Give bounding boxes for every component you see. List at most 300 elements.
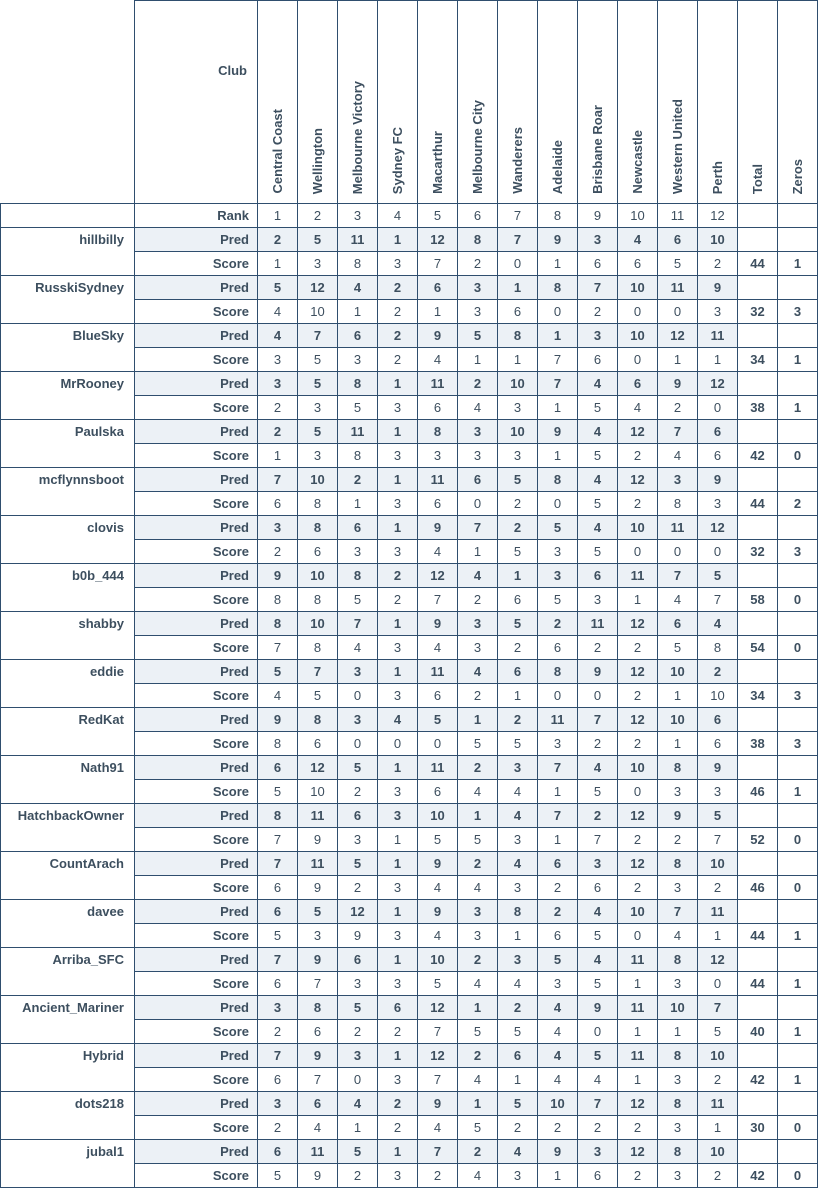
pred-cell: 8 bbox=[298, 516, 338, 540]
score-cell: 0 bbox=[698, 396, 738, 420]
score-cell: 0 bbox=[698, 540, 738, 564]
column-header-label: Brisbane Roar bbox=[590, 105, 605, 194]
pred-cell: 1 bbox=[378, 516, 418, 540]
pred-cell: 8 bbox=[258, 804, 298, 828]
score-cell: 5 bbox=[498, 732, 538, 756]
blank-cell bbox=[738, 204, 778, 228]
pred-cell: 12 bbox=[618, 852, 658, 876]
score-cell: 6 bbox=[618, 252, 658, 276]
blank-cell bbox=[738, 996, 778, 1020]
blank-cell bbox=[738, 756, 778, 780]
blank-cell bbox=[778, 1044, 818, 1068]
score-cell: 2 bbox=[618, 636, 658, 660]
zeros-cell: 1 bbox=[778, 780, 818, 804]
pred-cell: 6 bbox=[418, 276, 458, 300]
pred-cell: 9 bbox=[538, 228, 578, 252]
rank-row bbox=[1, 204, 818, 228]
score-cell: 2 bbox=[498, 636, 538, 660]
pred-cell: 7 bbox=[658, 420, 698, 444]
score-cell: 3 bbox=[418, 444, 458, 468]
pred-cell: 1 bbox=[378, 900, 418, 924]
pred-cell: 8 bbox=[658, 948, 698, 972]
blank-cell bbox=[778, 324, 818, 348]
pred-cell: 7 bbox=[258, 948, 298, 972]
pred-cell: 5 bbox=[338, 852, 378, 876]
pred-cell: 7 bbox=[258, 1044, 298, 1068]
corner-cell bbox=[1, 1, 135, 204]
score-cell: 4 bbox=[458, 1068, 498, 1092]
score-cell: 1 bbox=[618, 1020, 658, 1044]
column-header-label: Total bbox=[750, 163, 765, 194]
player-pred-row bbox=[1, 324, 818, 348]
score-cell: 5 bbox=[578, 444, 618, 468]
player-name: dots218 bbox=[1, 1092, 135, 1116]
pred-cell: 10 bbox=[498, 420, 538, 444]
pred-cell: 4 bbox=[538, 1044, 578, 1068]
column-header-label: Western United bbox=[670, 98, 685, 194]
pred-cell: 1 bbox=[498, 276, 538, 300]
score-cell: 3 bbox=[658, 876, 698, 900]
player-name: CountArach bbox=[1, 852, 135, 876]
score-cell: 6 bbox=[538, 636, 578, 660]
pred-cell: 7 bbox=[538, 372, 578, 396]
score-cell: 0 bbox=[578, 1020, 618, 1044]
pred-cell: 5 bbox=[698, 804, 738, 828]
pred-cell: 12 bbox=[698, 948, 738, 972]
score-label: Score bbox=[135, 492, 258, 516]
player-name: davee bbox=[1, 900, 135, 924]
total-cell: 34 bbox=[738, 684, 778, 708]
blank-cell bbox=[1, 492, 135, 516]
score-cell: 4 bbox=[578, 1068, 618, 1092]
pred-cell: 3 bbox=[658, 468, 698, 492]
pred-cell: 8 bbox=[298, 708, 338, 732]
pred-cell: 4 bbox=[618, 228, 658, 252]
score-cell: 1 bbox=[658, 1020, 698, 1044]
pred-cell: 6 bbox=[538, 852, 578, 876]
score-cell: 3 bbox=[698, 300, 738, 324]
pred-cell: 3 bbox=[498, 948, 538, 972]
score-cell: 2 bbox=[338, 1164, 378, 1188]
score-cell: 3 bbox=[378, 492, 418, 516]
pred-cell: 5 bbox=[258, 276, 298, 300]
pred-cell: 3 bbox=[578, 1140, 618, 1164]
zeros-cell: 0 bbox=[778, 1164, 818, 1188]
score-cell: 6 bbox=[258, 492, 298, 516]
pred-cell: 1 bbox=[378, 612, 418, 636]
pred-cell: 3 bbox=[258, 516, 298, 540]
score-cell: 5 bbox=[578, 972, 618, 996]
pred-cell: 8 bbox=[338, 564, 378, 588]
pred-cell: 2 bbox=[458, 1044, 498, 1068]
score-cell: 3 bbox=[658, 780, 698, 804]
pred-cell: 4 bbox=[578, 516, 618, 540]
player-name: Nath91 bbox=[1, 756, 135, 780]
column-header-club bbox=[618, 1, 658, 204]
score-cell: 8 bbox=[258, 588, 298, 612]
pred-cell: 1 bbox=[458, 804, 498, 828]
score-cell: 7 bbox=[418, 588, 458, 612]
player-score-row bbox=[1, 636, 818, 660]
pred-cell: 5 bbox=[458, 324, 498, 348]
blank-cell bbox=[1, 972, 135, 996]
pred-cell: 5 bbox=[538, 948, 578, 972]
pred-cell: 9 bbox=[698, 276, 738, 300]
pred-cell: 7 bbox=[298, 324, 338, 348]
pred-cell: 10 bbox=[618, 276, 658, 300]
blank-cell bbox=[1, 924, 135, 948]
player-pred-row bbox=[1, 756, 818, 780]
score-cell: 4 bbox=[498, 780, 538, 804]
score-cell: 2 bbox=[618, 1116, 658, 1140]
player-name: Arriba_SFC bbox=[1, 948, 135, 972]
blank-cell bbox=[1, 204, 135, 228]
pred-cell: 10 bbox=[298, 468, 338, 492]
score-cell: 0 bbox=[578, 684, 618, 708]
pred-cell: 2 bbox=[458, 372, 498, 396]
score-cell: 9 bbox=[298, 828, 338, 852]
pred-cell: 6 bbox=[298, 1092, 338, 1116]
pred-cell: 12 bbox=[658, 324, 698, 348]
pred-cell: 6 bbox=[698, 420, 738, 444]
zeros-cell: 3 bbox=[778, 732, 818, 756]
score-cell: 5 bbox=[258, 780, 298, 804]
pred-cell: 1 bbox=[458, 1092, 498, 1116]
pred-cell: 8 bbox=[658, 1140, 698, 1164]
score-label: Score bbox=[135, 300, 258, 324]
pred-cell: 11 bbox=[618, 996, 658, 1020]
score-cell: 3 bbox=[338, 540, 378, 564]
pred-cell: 5 bbox=[258, 660, 298, 684]
score-cell: 6 bbox=[418, 396, 458, 420]
score-cell: 2 bbox=[378, 1116, 418, 1140]
pred-cell: 4 bbox=[338, 276, 378, 300]
score-cell: 1 bbox=[338, 1116, 378, 1140]
zeros-cell: 3 bbox=[778, 540, 818, 564]
player-pred-row bbox=[1, 1092, 818, 1116]
score-cell: 7 bbox=[298, 1068, 338, 1092]
score-cell: 10 bbox=[698, 684, 738, 708]
score-cell: 5 bbox=[698, 1020, 738, 1044]
score-cell: 2 bbox=[658, 828, 698, 852]
score-cell: 2 bbox=[258, 1020, 298, 1044]
player-pred-row bbox=[1, 276, 818, 300]
column-header-label: Newcastle bbox=[630, 130, 645, 194]
score-cell: 2 bbox=[378, 348, 418, 372]
score-cell: 6 bbox=[498, 588, 538, 612]
blank-cell bbox=[778, 852, 818, 876]
score-cell: 0 bbox=[658, 540, 698, 564]
score-cell: 0 bbox=[338, 1068, 378, 1092]
column-header-club bbox=[698, 1, 738, 204]
player-score-row bbox=[1, 1116, 818, 1140]
score-cell: 1 bbox=[498, 684, 538, 708]
player-score-row bbox=[1, 348, 818, 372]
pred-cell: 5 bbox=[418, 708, 458, 732]
score-cell: 2 bbox=[418, 1164, 458, 1188]
score-cell: 2 bbox=[458, 588, 498, 612]
pred-cell: 9 bbox=[258, 708, 298, 732]
score-cell: 2 bbox=[578, 732, 618, 756]
score-cell: 4 bbox=[458, 1164, 498, 1188]
pred-cell: 11 bbox=[698, 324, 738, 348]
score-cell: 6 bbox=[298, 540, 338, 564]
pred-cell: 6 bbox=[338, 324, 378, 348]
score-label: Score bbox=[135, 972, 258, 996]
zeros-cell: 0 bbox=[778, 828, 818, 852]
zeros-cell: 1 bbox=[778, 348, 818, 372]
score-cell: 1 bbox=[338, 492, 378, 516]
score-cell: 0 bbox=[538, 684, 578, 708]
pred-label: Pred bbox=[135, 468, 258, 492]
score-cell: 3 bbox=[538, 972, 578, 996]
total-cell: 46 bbox=[738, 780, 778, 804]
pred-cell: 4 bbox=[458, 564, 498, 588]
score-cell: 2 bbox=[538, 876, 578, 900]
score-cell: 5 bbox=[298, 684, 338, 708]
score-cell: 4 bbox=[258, 684, 298, 708]
player-pred-row bbox=[1, 948, 818, 972]
pred-cell: 11 bbox=[418, 468, 458, 492]
score-cell: 7 bbox=[538, 348, 578, 372]
player-name: hillbilly bbox=[1, 228, 135, 252]
pred-label: Pred bbox=[135, 948, 258, 972]
blank-cell bbox=[1, 588, 135, 612]
pred-cell: 12 bbox=[298, 756, 338, 780]
pred-cell: 12 bbox=[338, 900, 378, 924]
header-row bbox=[1, 1, 818, 204]
player-score-row bbox=[1, 876, 818, 900]
score-cell: 6 bbox=[498, 300, 538, 324]
total-cell: 42 bbox=[738, 1164, 778, 1188]
pred-cell: 4 bbox=[498, 804, 538, 828]
score-cell: 2 bbox=[578, 1116, 618, 1140]
total-cell: 44 bbox=[738, 924, 778, 948]
blank-cell bbox=[778, 1140, 818, 1164]
pred-cell: 11 bbox=[618, 948, 658, 972]
pred-cell: 10 bbox=[618, 516, 658, 540]
player-pred-row bbox=[1, 900, 818, 924]
pred-label: Pred bbox=[135, 804, 258, 828]
pred-cell: 5 bbox=[338, 996, 378, 1020]
pred-cell: 11 bbox=[658, 516, 698, 540]
pred-cell: 8 bbox=[418, 420, 458, 444]
score-cell: 2 bbox=[258, 540, 298, 564]
score-cell: 4 bbox=[458, 396, 498, 420]
score-cell: 6 bbox=[418, 780, 458, 804]
pred-cell: 12 bbox=[698, 516, 738, 540]
score-cell: 4 bbox=[658, 444, 698, 468]
column-header-total bbox=[738, 1, 778, 204]
zeros-cell: 0 bbox=[778, 444, 818, 468]
pred-label: Pred bbox=[135, 1092, 258, 1116]
pred-cell: 11 bbox=[418, 756, 458, 780]
score-cell: 3 bbox=[498, 876, 538, 900]
score-cell: 0 bbox=[618, 540, 658, 564]
score-cell: 1 bbox=[498, 924, 538, 948]
blank-cell bbox=[778, 1092, 818, 1116]
pred-cell: 5 bbox=[298, 372, 338, 396]
total-cell: 44 bbox=[738, 972, 778, 996]
score-cell: 7 bbox=[298, 972, 338, 996]
score-cell: 1 bbox=[458, 540, 498, 564]
score-cell: 6 bbox=[298, 1020, 338, 1044]
pred-label: Pred bbox=[135, 228, 258, 252]
score-cell: 5 bbox=[418, 828, 458, 852]
pred-cell: 11 bbox=[298, 1140, 338, 1164]
score-cell: 6 bbox=[298, 732, 338, 756]
pred-cell: 6 bbox=[338, 516, 378, 540]
total-cell: 34 bbox=[738, 348, 778, 372]
pred-cell: 12 bbox=[418, 1044, 458, 1068]
pred-cell: 8 bbox=[658, 852, 698, 876]
pred-cell: 3 bbox=[338, 1044, 378, 1068]
blank-cell bbox=[778, 804, 818, 828]
pred-cell: 11 bbox=[578, 612, 618, 636]
rank-cell: 9 bbox=[578, 204, 618, 228]
total-cell: 52 bbox=[738, 828, 778, 852]
pred-cell: 2 bbox=[338, 468, 378, 492]
rank-label: Rank bbox=[135, 204, 258, 228]
pred-cell: 12 bbox=[418, 228, 458, 252]
score-cell: 4 bbox=[418, 1116, 458, 1140]
blank-cell bbox=[1, 540, 135, 564]
pred-cell: 9 bbox=[298, 1044, 338, 1068]
pred-cell: 8 bbox=[658, 1092, 698, 1116]
score-cell: 8 bbox=[658, 492, 698, 516]
score-cell: 2 bbox=[618, 1164, 658, 1188]
rank-cell: 1 bbox=[258, 204, 298, 228]
score-cell: 4 bbox=[418, 636, 458, 660]
score-cell: 4 bbox=[418, 540, 458, 564]
pred-cell: 7 bbox=[498, 228, 538, 252]
pred-cell: 6 bbox=[658, 612, 698, 636]
pred-cell: 7 bbox=[338, 612, 378, 636]
blank-cell bbox=[738, 564, 778, 588]
score-cell: 5 bbox=[458, 1020, 498, 1044]
pred-cell: 3 bbox=[458, 900, 498, 924]
pred-cell: 9 bbox=[698, 468, 738, 492]
score-cell: 10 bbox=[298, 300, 338, 324]
pred-cell: 1 bbox=[538, 324, 578, 348]
blank-cell bbox=[1, 780, 135, 804]
score-cell: 3 bbox=[298, 924, 338, 948]
score-label: Score bbox=[135, 444, 258, 468]
player-pred-row bbox=[1, 1140, 818, 1164]
blank-cell bbox=[738, 708, 778, 732]
score-cell: 1 bbox=[658, 732, 698, 756]
blank-cell bbox=[738, 1140, 778, 1164]
blank-cell bbox=[738, 660, 778, 684]
score-cell: 3 bbox=[378, 684, 418, 708]
pred-cell: 7 bbox=[258, 852, 298, 876]
pred-cell: 7 bbox=[658, 564, 698, 588]
player-score-row bbox=[1, 252, 818, 276]
player-name: shabby bbox=[1, 612, 135, 636]
blank-cell bbox=[738, 900, 778, 924]
club-header-label: Club bbox=[135, 1, 258, 204]
score-cell: 1 bbox=[618, 972, 658, 996]
score-cell: 3 bbox=[458, 300, 498, 324]
rank-cell: 12 bbox=[698, 204, 738, 228]
score-cell: 2 bbox=[618, 492, 658, 516]
total-cell: 46 bbox=[738, 876, 778, 900]
pred-cell: 11 bbox=[538, 708, 578, 732]
total-cell: 42 bbox=[738, 444, 778, 468]
score-cell: 5 bbox=[458, 828, 498, 852]
score-cell: 4 bbox=[458, 876, 498, 900]
pred-cell: 4 bbox=[378, 708, 418, 732]
blank-cell bbox=[1, 444, 135, 468]
score-cell: 4 bbox=[258, 300, 298, 324]
score-cell: 8 bbox=[298, 636, 338, 660]
score-cell: 3 bbox=[298, 252, 338, 276]
score-cell: 5 bbox=[578, 924, 618, 948]
score-cell: 6 bbox=[418, 684, 458, 708]
score-cell: 4 bbox=[538, 1020, 578, 1044]
pred-cell: 2 bbox=[458, 1140, 498, 1164]
score-cell: 9 bbox=[338, 924, 378, 948]
score-cell: 2 bbox=[658, 396, 698, 420]
player-pred-row bbox=[1, 516, 818, 540]
pred-cell: 2 bbox=[258, 420, 298, 444]
score-cell: 3 bbox=[378, 876, 418, 900]
score-cell: 0 bbox=[698, 972, 738, 996]
player-score-row bbox=[1, 300, 818, 324]
score-cell: 1 bbox=[538, 444, 578, 468]
pred-cell: 11 bbox=[698, 900, 738, 924]
score-cell: 3 bbox=[658, 972, 698, 996]
score-cell: 2 bbox=[378, 1020, 418, 1044]
pred-cell: 12 bbox=[418, 564, 458, 588]
player-score-row bbox=[1, 444, 818, 468]
score-cell: 3 bbox=[498, 828, 538, 852]
player-score-row bbox=[1, 1020, 818, 1044]
pred-cell: 7 bbox=[658, 900, 698, 924]
score-cell: 2 bbox=[378, 588, 418, 612]
column-header-club bbox=[378, 1, 418, 204]
score-cell: 3 bbox=[298, 444, 338, 468]
pred-cell: 6 bbox=[258, 756, 298, 780]
player-score-row bbox=[1, 732, 818, 756]
pred-cell: 12 bbox=[618, 1140, 658, 1164]
zeros-cell: 1 bbox=[778, 252, 818, 276]
rank-cell: 11 bbox=[658, 204, 698, 228]
pred-cell: 3 bbox=[258, 372, 298, 396]
score-cell: 3 bbox=[458, 924, 498, 948]
score-cell: 6 bbox=[418, 492, 458, 516]
score-label: Score bbox=[135, 828, 258, 852]
pred-cell: 3 bbox=[578, 324, 618, 348]
score-cell: 1 bbox=[418, 300, 458, 324]
pred-cell: 7 bbox=[578, 1092, 618, 1116]
score-cell: 1 bbox=[538, 252, 578, 276]
pred-cell: 1 bbox=[378, 228, 418, 252]
score-cell: 0 bbox=[618, 924, 658, 948]
player-name: Ancient_Mariner bbox=[1, 996, 135, 1020]
score-cell: 0 bbox=[378, 732, 418, 756]
pred-cell: 5 bbox=[298, 900, 338, 924]
pred-cell: 2 bbox=[378, 1092, 418, 1116]
pred-cell: 8 bbox=[658, 756, 698, 780]
score-cell: 4 bbox=[458, 780, 498, 804]
pred-cell: 10 bbox=[698, 852, 738, 876]
blank-cell bbox=[778, 516, 818, 540]
pred-cell: 2 bbox=[458, 852, 498, 876]
pred-cell: 6 bbox=[658, 228, 698, 252]
total-cell: 54 bbox=[738, 636, 778, 660]
score-cell: 5 bbox=[658, 636, 698, 660]
